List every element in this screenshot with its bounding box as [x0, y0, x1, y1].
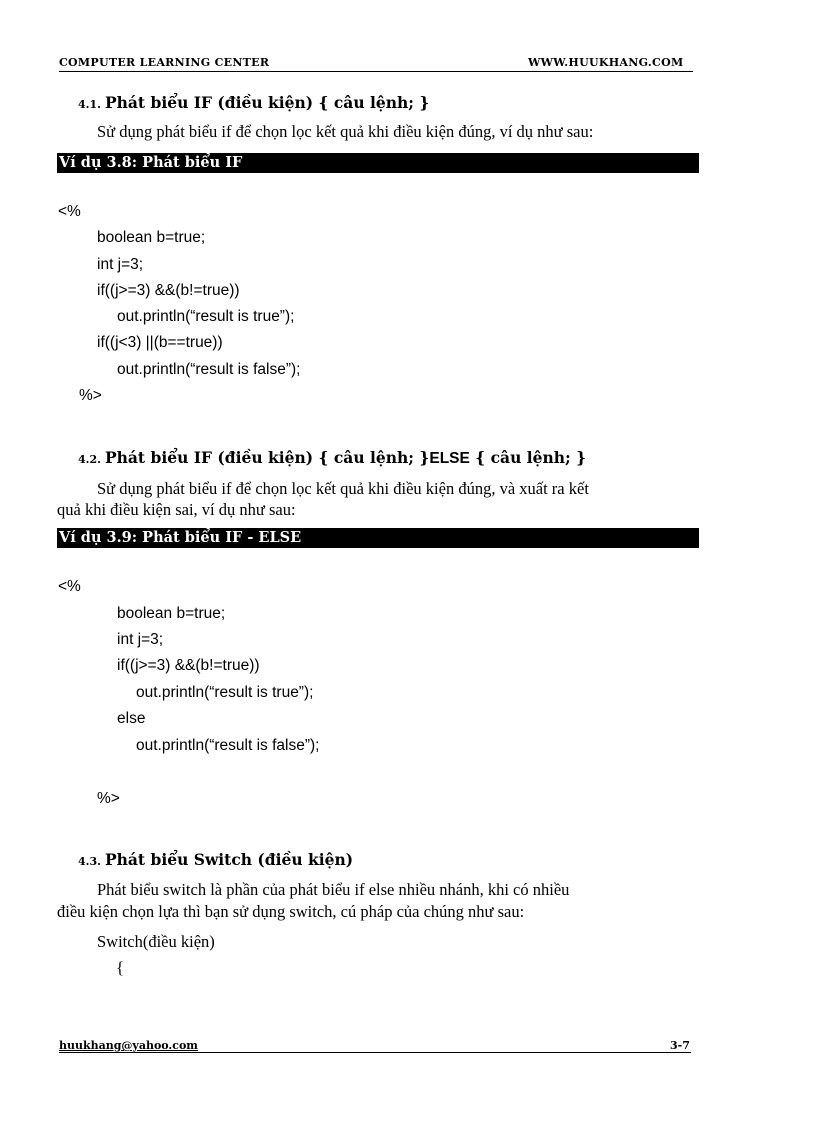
- code-line: <%: [58, 578, 81, 595]
- section-number: 4.3.: [78, 855, 101, 868]
- paragraph-line: Phát biểu switch là phần của phát biểu if else nhiều nhánh, khi có nhiều: [97, 880, 570, 899]
- header-right: WWW.HUUKHANG.COM: [528, 56, 684, 69]
- example-title-bar: [57, 153, 699, 173]
- section-title-tail: { câu lệnh; }: [469, 448, 587, 467]
- paragraph-line: Sử dụng phát biểu if để chọn lọc kết quả khi điều kiện đúng, và xuất ra kết: [97, 479, 589, 498]
- footer-email: huukhang@yahoo.com: [59, 1039, 198, 1052]
- code-line: %>: [97, 790, 120, 807]
- syntax-line: Switch(điều kiện): [97, 932, 215, 951]
- header-rule: [59, 71, 693, 72]
- section-title: Phát biểu IF (điều kiện) { câu lệnh; }: [104, 93, 430, 112]
- code-line: %>: [79, 387, 102, 404]
- section-number: 4.1.: [78, 98, 101, 111]
- code-line: if((j>=3) &&(b!=true)): [97, 282, 240, 299]
- code-line: out.println(“result is true”);: [117, 308, 295, 325]
- code-line: if((j>=3) &&(b!=true)): [117, 657, 260, 674]
- code-line: out.println(“result is false”);: [136, 737, 320, 754]
- section-title: Phát biểu Switch (điều kiện): [104, 850, 354, 869]
- section-title-else: ELSE: [429, 450, 470, 467]
- code-line: if((j<3) ||(b==true)): [97, 334, 223, 351]
- paragraph-line: điều kiện chọn lựa thì bạn sử dụng switch, cú pháp của chúng như sau:: [57, 902, 525, 921]
- code-line: out.println(“result is false”);: [117, 361, 301, 378]
- example-title: Ví dụ 3.9: Phát biểu IF - ELSE: [59, 529, 302, 546]
- syntax-line: {: [116, 958, 124, 977]
- header-left: COMPUTER LEARNING CENTER: [59, 56, 270, 69]
- code-line: <%: [58, 203, 81, 220]
- page-number: 3-7: [670, 1039, 690, 1052]
- code-line: boolean b=true;: [117, 605, 226, 622]
- section-heading-4-3: [78, 850, 353, 869]
- section-number: 4.2.: [78, 453, 101, 466]
- code-line: int j=3;: [97, 256, 144, 273]
- example-title: Ví dụ 3.8: Phát biểu IF: [59, 154, 243, 171]
- example-title-bar: [57, 528, 699, 548]
- section-heading-4-2: [78, 448, 586, 468]
- code-line: boolean b=true;: [97, 229, 206, 246]
- footer-rule: [59, 1052, 691, 1053]
- section-heading-4-1: [78, 93, 429, 112]
- section-title: Phát biểu IF (điều kiện) { câu lệnh; }: [104, 448, 430, 467]
- code-line: int j=3;: [117, 631, 164, 648]
- code-line: out.println(“result is true”);: [136, 684, 314, 701]
- code-line: else: [117, 710, 146, 727]
- paragraph: Sử dụng phát biểu if để chọn lọc kết quả khi điều kiện đúng, ví dụ như sau:: [97, 122, 594, 141]
- paragraph-line: quả khi điều kiện sai, ví dụ như sau:: [57, 500, 296, 519]
